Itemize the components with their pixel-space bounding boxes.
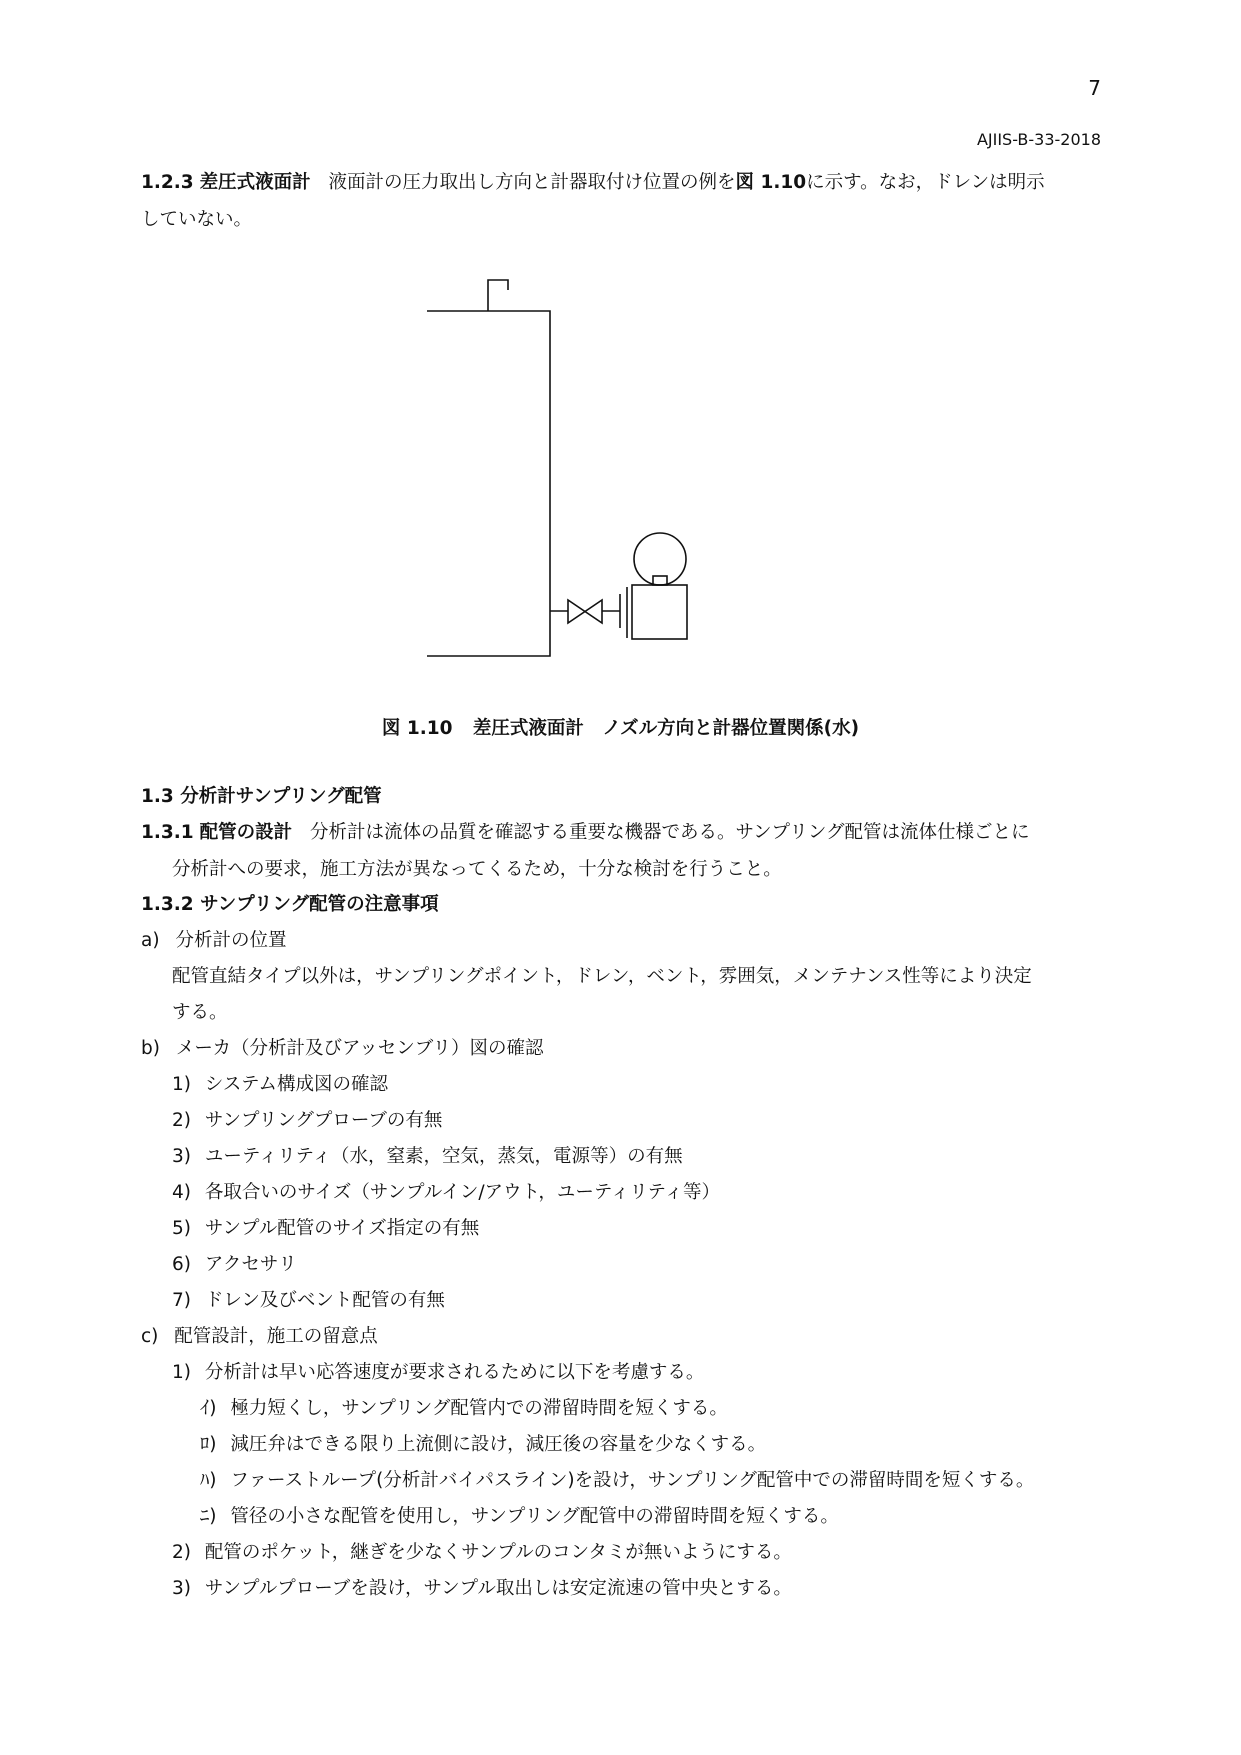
section-title: 配管の設計 <box>199 822 293 843</box>
sub-item-ha <box>200 1468 1034 1494</box>
item-number: 3) <box>172 1578 191 1599</box>
figure-reference: 図 1.10 <box>735 172 807 193</box>
figure-caption-title: 差圧式液面計 ノズル方向と計器位置関係(水) <box>472 718 860 739</box>
figure-caption-label: 図 1.10 <box>381 718 453 739</box>
item-text: 各取合いのサイズ（サンプルイン/アウト，ユーティリティ等） <box>204 1182 721 1203</box>
item-number: 7) <box>172 1290 191 1311</box>
list-item-a <box>141 928 286 954</box>
item-text: ドレン及びベント配管の有無 <box>204 1290 445 1311</box>
list-item-b-5 <box>172 1216 479 1242</box>
transmitter-body <box>632 585 687 639</box>
section-number: 1.2.3 <box>141 172 194 193</box>
sub-item-mark: ｲ) <box>200 1398 217 1419</box>
item-number: 5) <box>172 1218 191 1239</box>
item-number: 2) <box>172 1110 191 1131</box>
top-nozzle <box>488 280 508 311</box>
page-number: 7 <box>1088 76 1101 100</box>
section-text: 液面計の圧力取出し方向と計器取付け位置の例を <box>328 172 736 193</box>
list-item-b-4 <box>172 1180 720 1206</box>
item-text: システム構成図の確認 <box>204 1074 389 1095</box>
item-number: 6) <box>172 1254 191 1275</box>
list-item-c-2 <box>172 1540 792 1566</box>
list-label: c) <box>141 1326 159 1347</box>
list-label: a) <box>141 930 160 951</box>
list-item-b-1 <box>172 1072 388 1098</box>
list-title: メーカ（分析計及びアッセンブリ）図の確認 <box>175 1038 544 1059</box>
list-item-c <box>141 1324 378 1350</box>
item-number: 2) <box>172 1542 191 1563</box>
item-number: 1) <box>172 1362 191 1383</box>
sub-item-text: ファーストループ(分析計バイパスライン)を設け，サンプリング配管中での滞留時間を短くする。 <box>230 1470 1035 1491</box>
item-number: 3) <box>172 1146 191 1167</box>
sub-item-ni <box>200 1504 839 1530</box>
section-number: 1.3.1 <box>141 822 194 843</box>
sub-item-mark: ﾆ) <box>200 1506 217 1527</box>
list-item-a-text-line2: する。 <box>172 1002 228 1023</box>
section-1-2-3-line2: していない。 <box>141 209 253 230</box>
transmitter-gauge <box>634 533 686 585</box>
item-text: 分析計は早い応答速度が要求されるために以下を考慮する。 <box>204 1362 705 1383</box>
document-id: AJIIS-B-33-2018 <box>976 130 1101 149</box>
section-title: 差圧式液面計 <box>199 172 311 193</box>
tank-outline <box>427 311 550 656</box>
list-item-b-3 <box>172 1144 683 1170</box>
list-item-c-1 <box>172 1360 704 1386</box>
item-text: サンプリングプローブの有無 <box>204 1110 443 1131</box>
section-1-3-2-heading: 1.3.2 サンプリング配管の注意事項 <box>141 894 439 915</box>
list-title: 配管設計，施工の留意点 <box>174 1326 378 1347</box>
sub-item-ro <box>200 1432 766 1458</box>
sub-item-mark: ﾊ) <box>200 1470 217 1491</box>
item-text: アクセサリ <box>204 1254 297 1275</box>
transmitter-neck <box>653 576 667 585</box>
section-1-3-heading: 1.3 分析計サンプリング配管 <box>141 786 382 807</box>
list-item-b-7 <box>172 1288 445 1314</box>
list-item-c-3 <box>172 1576 792 1602</box>
sub-item-text: 管径の小さな配管を使用し，サンプリング配管中の滞留時間を短くする。 <box>230 1506 839 1527</box>
sub-item-text: 減圧弁はできる限り上流側に設け，減圧後の容量を少なくする。 <box>230 1434 767 1455</box>
valve-icon <box>568 600 602 623</box>
sub-item-i <box>200 1396 728 1422</box>
section-1-3-1-line2: 分析計への要求，施工方法が異なってくるため，十分な検討を行うこと。 <box>172 859 782 880</box>
list-item-b-2 <box>172 1108 442 1134</box>
sub-item-text: 極力短くし，サンプリング配管内での滞留時間を短くする。 <box>230 1398 728 1419</box>
item-text: ユーティリティ（水，窒素，空気，蒸気，電源等）の有無 <box>204 1146 683 1167</box>
item-number: 4) <box>172 1182 191 1203</box>
list-label: b) <box>141 1038 160 1059</box>
sub-item-mark: ﾛ) <box>200 1434 217 1455</box>
section-1-3-1-line1 <box>141 820 1029 846</box>
list-item-a-text-line1: 配管直結タイプ以外は，サンプリングポイント，ドレン，ベント，雰囲気，メンテナンス性等により決定 <box>172 966 1032 987</box>
section-text: 分析計は流体の品質を確認する重要な機器である。サンプリング配管は流体仕様ごとに <box>309 822 1030 843</box>
figure-caption <box>0 714 1241 740</box>
item-number: 1) <box>172 1074 191 1095</box>
item-text: サンプル配管のサイズ指定の有無 <box>204 1218 480 1239</box>
list-item-b-6 <box>172 1252 297 1278</box>
list-item-b <box>141 1036 543 1062</box>
item-text: サンプルプローブを設け，サンプル取出しは安定流速の管中央とする。 <box>204 1578 792 1599</box>
list-title: 分析計の位置 <box>175 930 287 951</box>
figure-level-meter-diagram <box>0 0 1241 700</box>
item-text: 配管のポケット，継ぎを少なくサンプルのコンタミが無いようにする。 <box>204 1542 792 1563</box>
section-text-end: に示す。なお，ドレンは明示 <box>806 172 1045 193</box>
